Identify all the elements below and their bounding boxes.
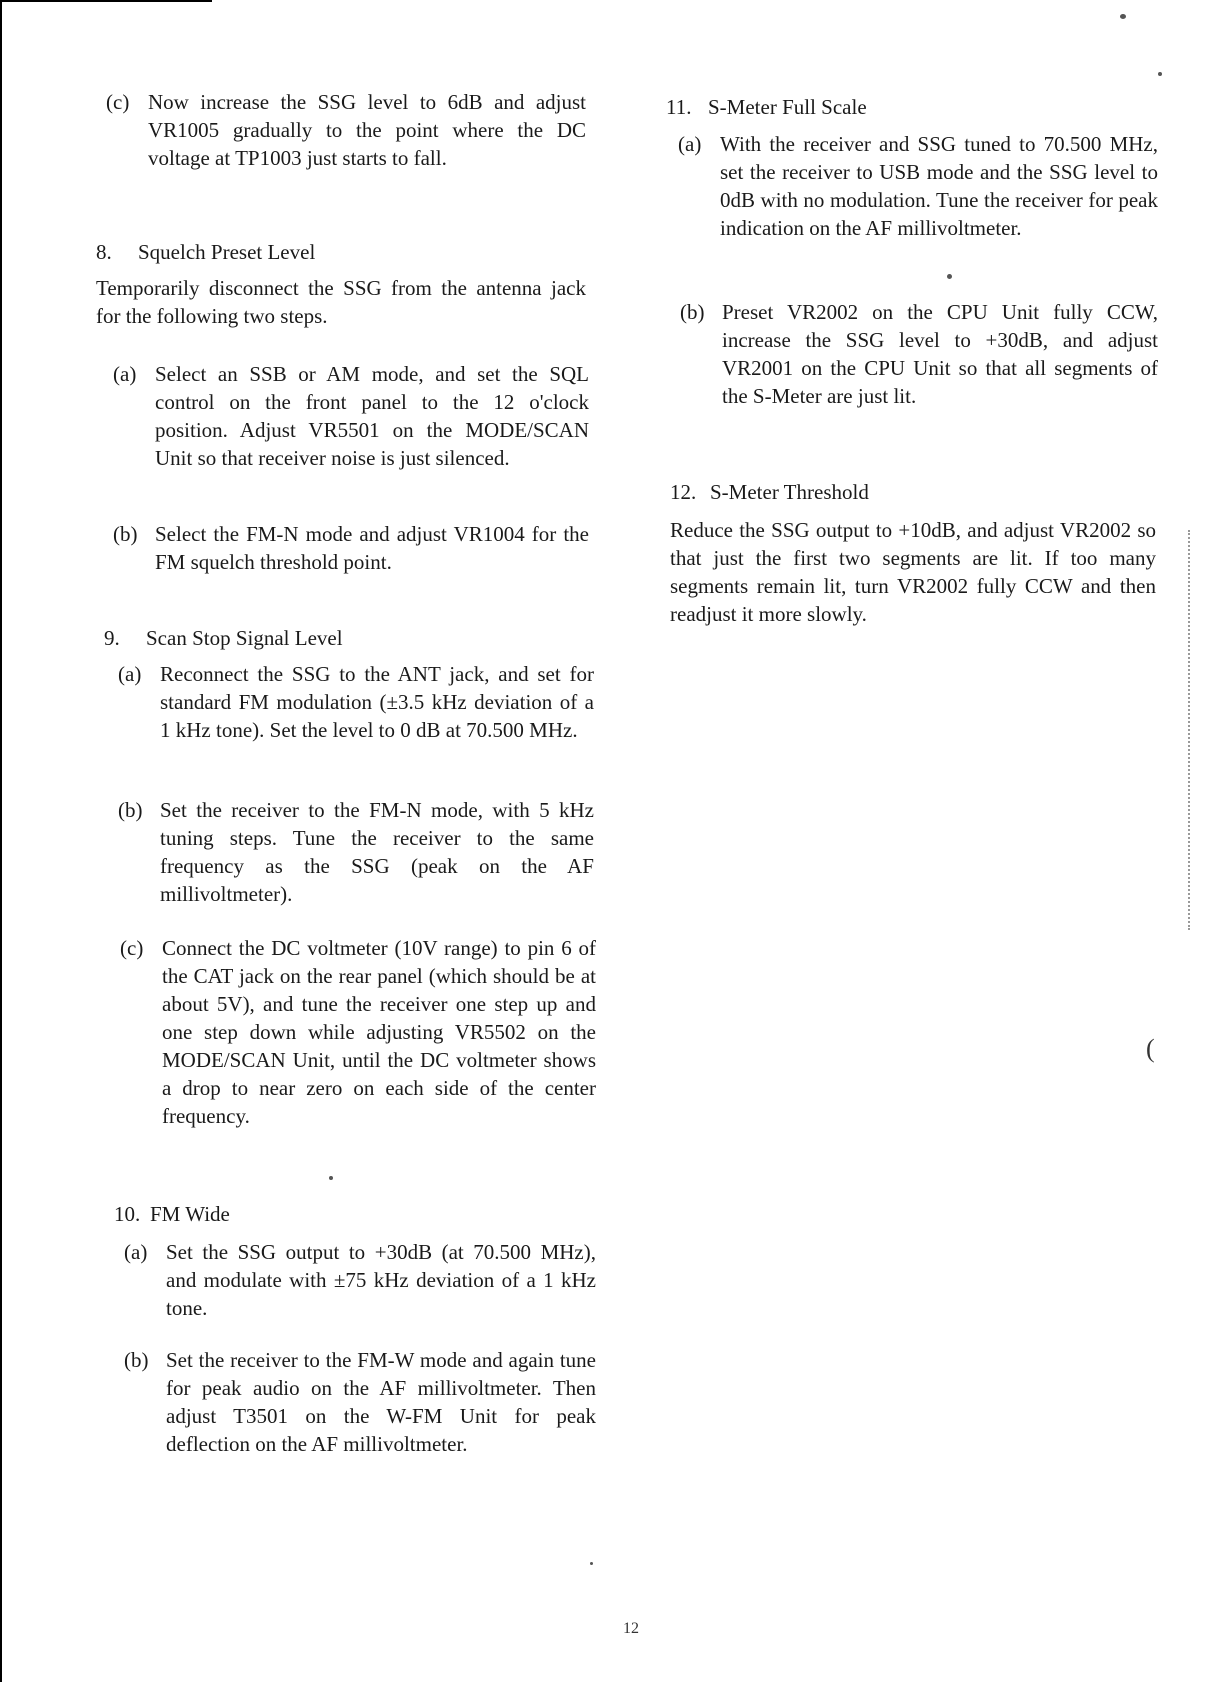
step-label: (a) [113, 362, 137, 386]
section-number: 11. [666, 95, 692, 119]
step-text: Now increase the SSG level to 6dB and adjust VR1005 gradually to the point where the DC voltage at TP1003 just starts to fall. [148, 90, 586, 170]
step-text: Set the SSG output to +30dB (at 70.500 MHz), and modulate with ±75 kHz deviation of a 1 kHz tone. [166, 1240, 596, 1320]
scan-speck [1120, 14, 1126, 19]
step-text: Preset VR2002 on the CPU Unit fully CCW, increase the SSG level to +30dB, and adjust VR2001 on the CPU Unit so that all segments of the S-Meter are just lit. [722, 300, 1158, 408]
section-number: 10. [114, 1202, 141, 1226]
step-text: With the receiver and SSG tuned to 70.500 MHz, set the receiver to USB mode and the SSG level to 0dB with no modulation. Tune the receiver for peak indication on the AF millivoltmeter. [720, 132, 1158, 240]
scan-speck [329, 1176, 333, 1180]
step-label: (b) [680, 300, 705, 324]
scan-dotted-line [1188, 530, 1190, 930]
step-text: Select the FM-N mode and adjust VR1004 for the FM squelch threshold point. [155, 522, 589, 574]
step-11b [680, 298, 1158, 410]
step-label: (b) [124, 1348, 149, 1372]
step-text: Set the receiver to the FM-N mode, with 5 kHz tuning steps. Tune the receiver to the same frequency as the SSG (peak on the AF millivoltmeter). [160, 798, 594, 906]
step-text: Reconnect the SSG to the ANT jack, and set for standard FM modulation (±3.5 kHz deviation of a 1 kHz tone). Set the level to 0 dB at 70.500 MHz. [160, 662, 594, 742]
scan-speck [590, 1562, 593, 1565]
section-heading-11 [666, 93, 867, 121]
step-label: (b) [118, 798, 143, 822]
section-number: 8. [96, 240, 112, 264]
section-12-text: Reduce the SSG output to +10dB, and adjust VR2002 so that just the first two segments are lit. If too many segments remain lit, turn VR2002 fully CCW and then readjust it more slowly. [670, 518, 1156, 626]
step-8b [113, 520, 589, 576]
section-8-intro: Temporarily disconnect the SSG from the antenna jack for the following two steps. [96, 276, 586, 328]
step-11a [678, 130, 1158, 242]
step-9b [118, 796, 594, 908]
page-number: 12 [623, 1620, 639, 1637]
step-7c [106, 88, 586, 172]
section-heading-10 [114, 1200, 230, 1228]
step-10a [124, 1238, 596, 1322]
scan-speck [1158, 72, 1162, 76]
section-heading-9 [104, 624, 343, 652]
section-title: S-Meter Full Scale [708, 95, 867, 119]
step-9c [120, 934, 596, 1130]
section-title: FM Wide [150, 1202, 230, 1226]
section-title: Scan Stop Signal Level [146, 626, 343, 650]
scan-edge-top [0, 0, 212, 2]
section-title: Squelch Preset Level [138, 240, 316, 264]
step-text: Select an SSB or AM mode, and set the SQL control on the front panel to the 12 o'clock position. Adjust VR5501 on the MODE/SCAN Unit so that receiver noise is just silenced. [155, 362, 589, 470]
scan-speck [947, 274, 952, 279]
section-number: 9. [104, 626, 120, 650]
step-label: (a) [678, 132, 702, 156]
step-8a [113, 360, 589, 472]
scan-mark: ( [1146, 1034, 1155, 1063]
step-label: (b) [113, 522, 138, 546]
section-heading-8 [96, 238, 315, 266]
section-title: S-Meter Threshold [710, 480, 869, 504]
section-number: 12. [670, 480, 697, 504]
step-label: (c) [120, 936, 144, 960]
scan-edge-left [0, 0, 2, 1682]
step-label: (a) [124, 1240, 148, 1264]
section-heading-12 [670, 478, 869, 506]
step-text: Connect the DC voltmeter (10V range) to pin 6 of the CAT jack on the rear panel (which should be at about 5V), and tune the receiver one step up and one step down while adjusting VR5502 on the MODE/SCAN Unit, until the DC voltmeter shows a drop to near zero on each side of the center frequency. [162, 936, 596, 1128]
step-10b [124, 1346, 596, 1458]
step-9a [118, 660, 594, 744]
step-label: (c) [106, 90, 130, 114]
step-text: Set the receiver to the FM-W mode and again tune for peak audio on the AF millivoltmeter. Then adjust T3501 on the W-FM Unit for peak deflection on the AF millivoltmeter. [166, 1348, 596, 1456]
step-label: (a) [118, 662, 142, 686]
